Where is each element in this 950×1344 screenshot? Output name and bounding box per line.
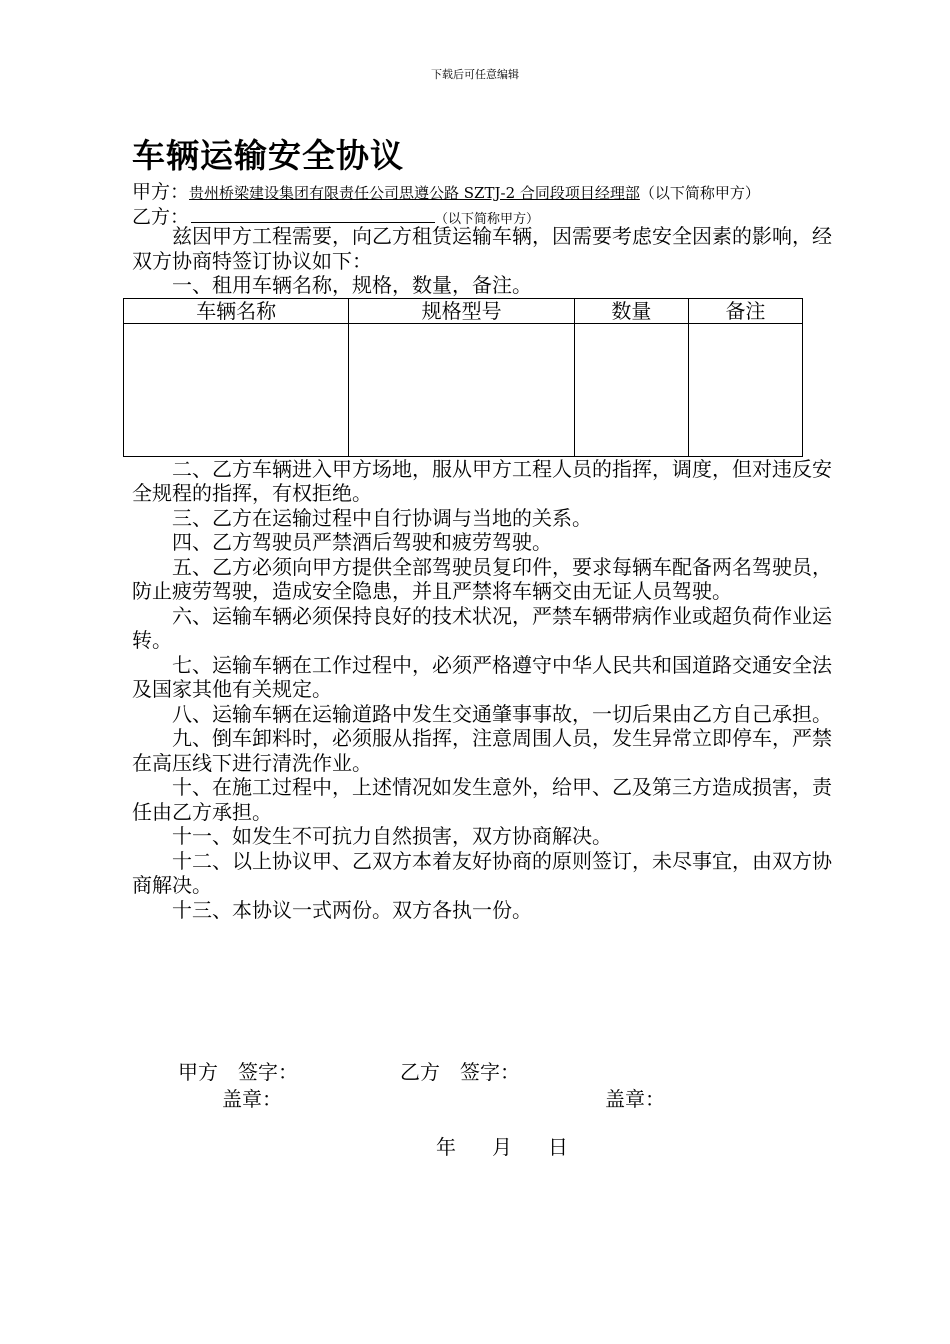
clause-10: 十、在施工过程中，上述情况如发生意外，给甲、乙及第三方造成损害，责任由乙方承担。 bbox=[132, 775, 832, 824]
signing-date bbox=[436, 1131, 604, 1160]
party-b-name-blank[interactable] bbox=[191, 206, 435, 223]
document-title: 车辆运输安全协议 bbox=[132, 136, 404, 175]
clause-13: 十三、本协议一式两份。双方各执一份。 bbox=[172, 897, 532, 922]
party-a-signature: 甲方 签字： bbox=[178, 1060, 298, 1084]
clause-7: 七、运输车辆在工作过程中，必须严格遵守中华人民共和国道路交通安全法及国家其他有关规定。 bbox=[132, 652, 832, 701]
party-b-signature: 乙方 签字： bbox=[400, 1060, 520, 1084]
party-a-line bbox=[132, 177, 760, 204]
party-b-label: 乙方： bbox=[132, 206, 190, 228]
clause-8: 八、运输车辆在运输道路中发生交通肇事事故，一切后果由乙方自己承担。 bbox=[172, 701, 832, 726]
clause-2: 二、乙方车辆进入甲方场地，服从甲方工程人员的指挥，调度，但对违反安全规程的指挥，有权拒绝。 bbox=[132, 456, 832, 505]
clause-12: 十二、以上协议甲、乙双方本着友好协商的原则签订，未尽事宜，由双方协商解决。 bbox=[132, 848, 832, 897]
header-note: 下载后可任意编辑 bbox=[431, 68, 519, 81]
agreement-body bbox=[132, 224, 832, 922]
col-vehicle-name: 车辆名称 bbox=[124, 298, 349, 323]
intro-paragraph: 兹因甲方工程需要，向乙方租赁运输车辆，因需要考虑安全因素的影响，经双方协商特签订协议如下： bbox=[132, 224, 832, 273]
clause-1: 一、租用车辆名称，规格，数量，备注。 bbox=[172, 273, 532, 297]
vehicle-table bbox=[123, 298, 803, 457]
clause-4: 四、乙方驾驶员严禁酒后驾驶和疲劳驾驶。 bbox=[172, 530, 552, 554]
cell-quantity[interactable] bbox=[574, 323, 688, 456]
party-a-label: 甲方： bbox=[132, 181, 190, 203]
col-spec-model: 规格型号 bbox=[349, 298, 574, 323]
date-month: 月 bbox=[492, 1135, 512, 1159]
cell-vehicle-name[interactable] bbox=[124, 323, 349, 456]
cell-spec-model[interactable] bbox=[349, 323, 574, 456]
cell-remarks[interactable] bbox=[688, 323, 802, 456]
party-b-seal: 盖章： bbox=[605, 1087, 665, 1111]
party-a-suffix: （以下简称甲方） bbox=[639, 184, 760, 202]
clause-5: 五、乙方必须向甲方提供全部驾驶员复印件，要求每辆车配备两名驾驶员，防止疲劳驾驶，造成安全隐患，并且严禁将车辆交由无证人员驾驶。 bbox=[132, 554, 832, 603]
clause-6: 六、运输车辆必须保持良好的技术状况，严禁车辆带病作业或超负荷作业运转。 bbox=[132, 603, 832, 652]
col-quantity: 数量 bbox=[574, 298, 688, 323]
date-year: 年 bbox=[436, 1135, 456, 1159]
col-remarks: 备注 bbox=[688, 298, 802, 323]
party-a-name: 贵州桥梁建设集团有限责任公司思遵公路 SZTJ-2 合同段项目经理部 bbox=[189, 184, 640, 202]
party-a-seal: 盖章： bbox=[222, 1087, 282, 1111]
clause-9: 九、倒车卸料时，必须服从指挥，注意周围人员，发生异常立即停车，严禁在高压线下进行清洗作业。 bbox=[132, 726, 832, 775]
clause-11: 十一、如发生不可抗力自然损害，双方协商解决。 bbox=[172, 824, 612, 848]
date-day: 日 bbox=[548, 1135, 568, 1159]
table-header-row bbox=[124, 298, 803, 323]
party-b-suffix: （以下简称甲方） bbox=[435, 212, 540, 227]
table-row bbox=[124, 323, 803, 456]
clause-3: 三、乙方在运输过程中自行协调与当地的关系。 bbox=[172, 505, 592, 530]
